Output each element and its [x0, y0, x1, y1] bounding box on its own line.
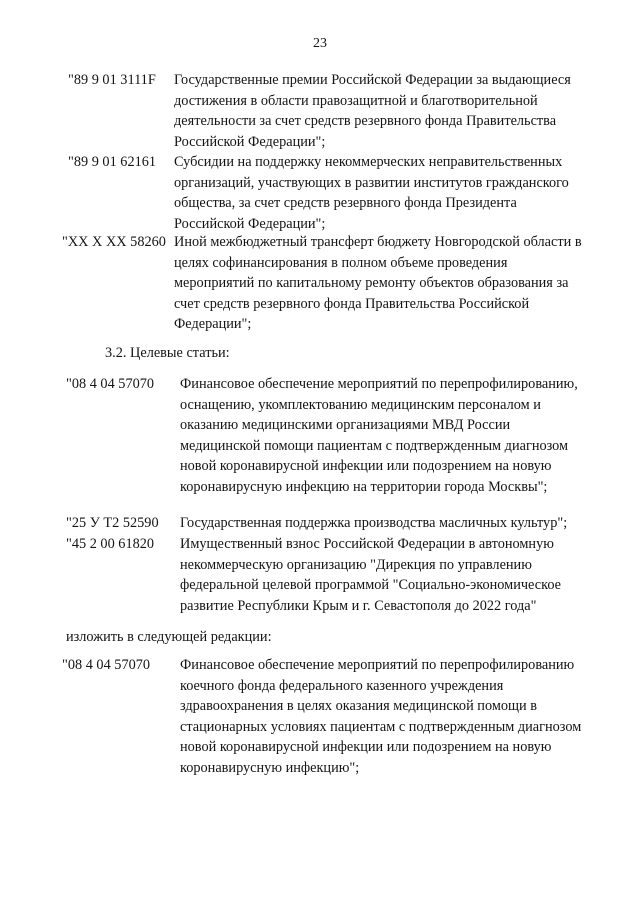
entry-code: "89 9 01 62161	[68, 154, 157, 170]
entry-text: Финансовое обеспечение мероприятий по перепрофилированию коечного фонда федерального казенного учреждения здравоохранения в целях оказания медицинской помощи в стационарных условиях пациентам с подтвержденным диагнозом новой коронавирусной инфекции или подозрением на новую коронавирусную инфекцию";	[180, 657, 582, 776]
entry-text: Субсидии на поддержку некоммерческих неправительственных организаций, участвующих в развитии институтов гражданского общества, за счет средств резервного фонда Президента Российской Федерации";	[174, 154, 569, 232]
entry-3	[62, 232, 588, 336]
entry-5	[66, 513, 588, 535]
section-heading: 3.2. Целевые статьи:	[105, 345, 230, 361]
entry-6	[66, 534, 588, 618]
entry-4	[66, 374, 588, 518]
entry-code: "08 4 04 57070	[66, 376, 155, 392]
entry-2	[68, 152, 588, 236]
restate-heading: изложить в следующей редакции:	[66, 629, 272, 645]
entry-code: "08 4 04 57070	[62, 657, 151, 673]
entry-code: "89 9 01 3111F	[68, 72, 156, 88]
entry-text: Государственные премии Российской Федерации за выдающиеся достижения в области правозащитной и благотворительной деятельности за счет средств резервного фонда Правительства Российской Федерации";	[174, 72, 571, 150]
entry-code: "XX X XX 58260	[62, 234, 166, 250]
entry-code: "45 2 00 61820	[66, 536, 155, 552]
page-number: 23	[313, 36, 327, 51]
entry-text: Государственная поддержка производства масличных культур";	[180, 515, 568, 531]
entry-code: "25 У Т2 52590	[66, 515, 159, 531]
entry-text: Иной межбюджетный трансферт бюджету Новгородской области в целях софинансирования в полном объеме проведения мероприятий по капитальному ремонту объектов образования за счет средств резервного фонда Правительства Российской Федерации";	[174, 234, 582, 333]
entry-text: Имущественный взнос Российской Федерации в автономную некоммерческую организацию "Дирекция по управлению федеральной целевой программой "Социально-экономическое развитие Республики Крым и г. Севастополя до 2022 года"	[180, 536, 561, 614]
entry-text: Финансовое обеспечение мероприятий по перепрофилированию, оснащению, укомплектованию медицинским персоналом и оказанию медицинскими организациями МВД России медицинской помощи пациентам с подтвержденным диагнозом новой коронавирусной инфекции или подозрением на новую коронавирусную инфекцию на территории города Москвы";	[180, 376, 578, 495]
entry-1	[68, 70, 588, 154]
entry-7	[62, 655, 588, 779]
